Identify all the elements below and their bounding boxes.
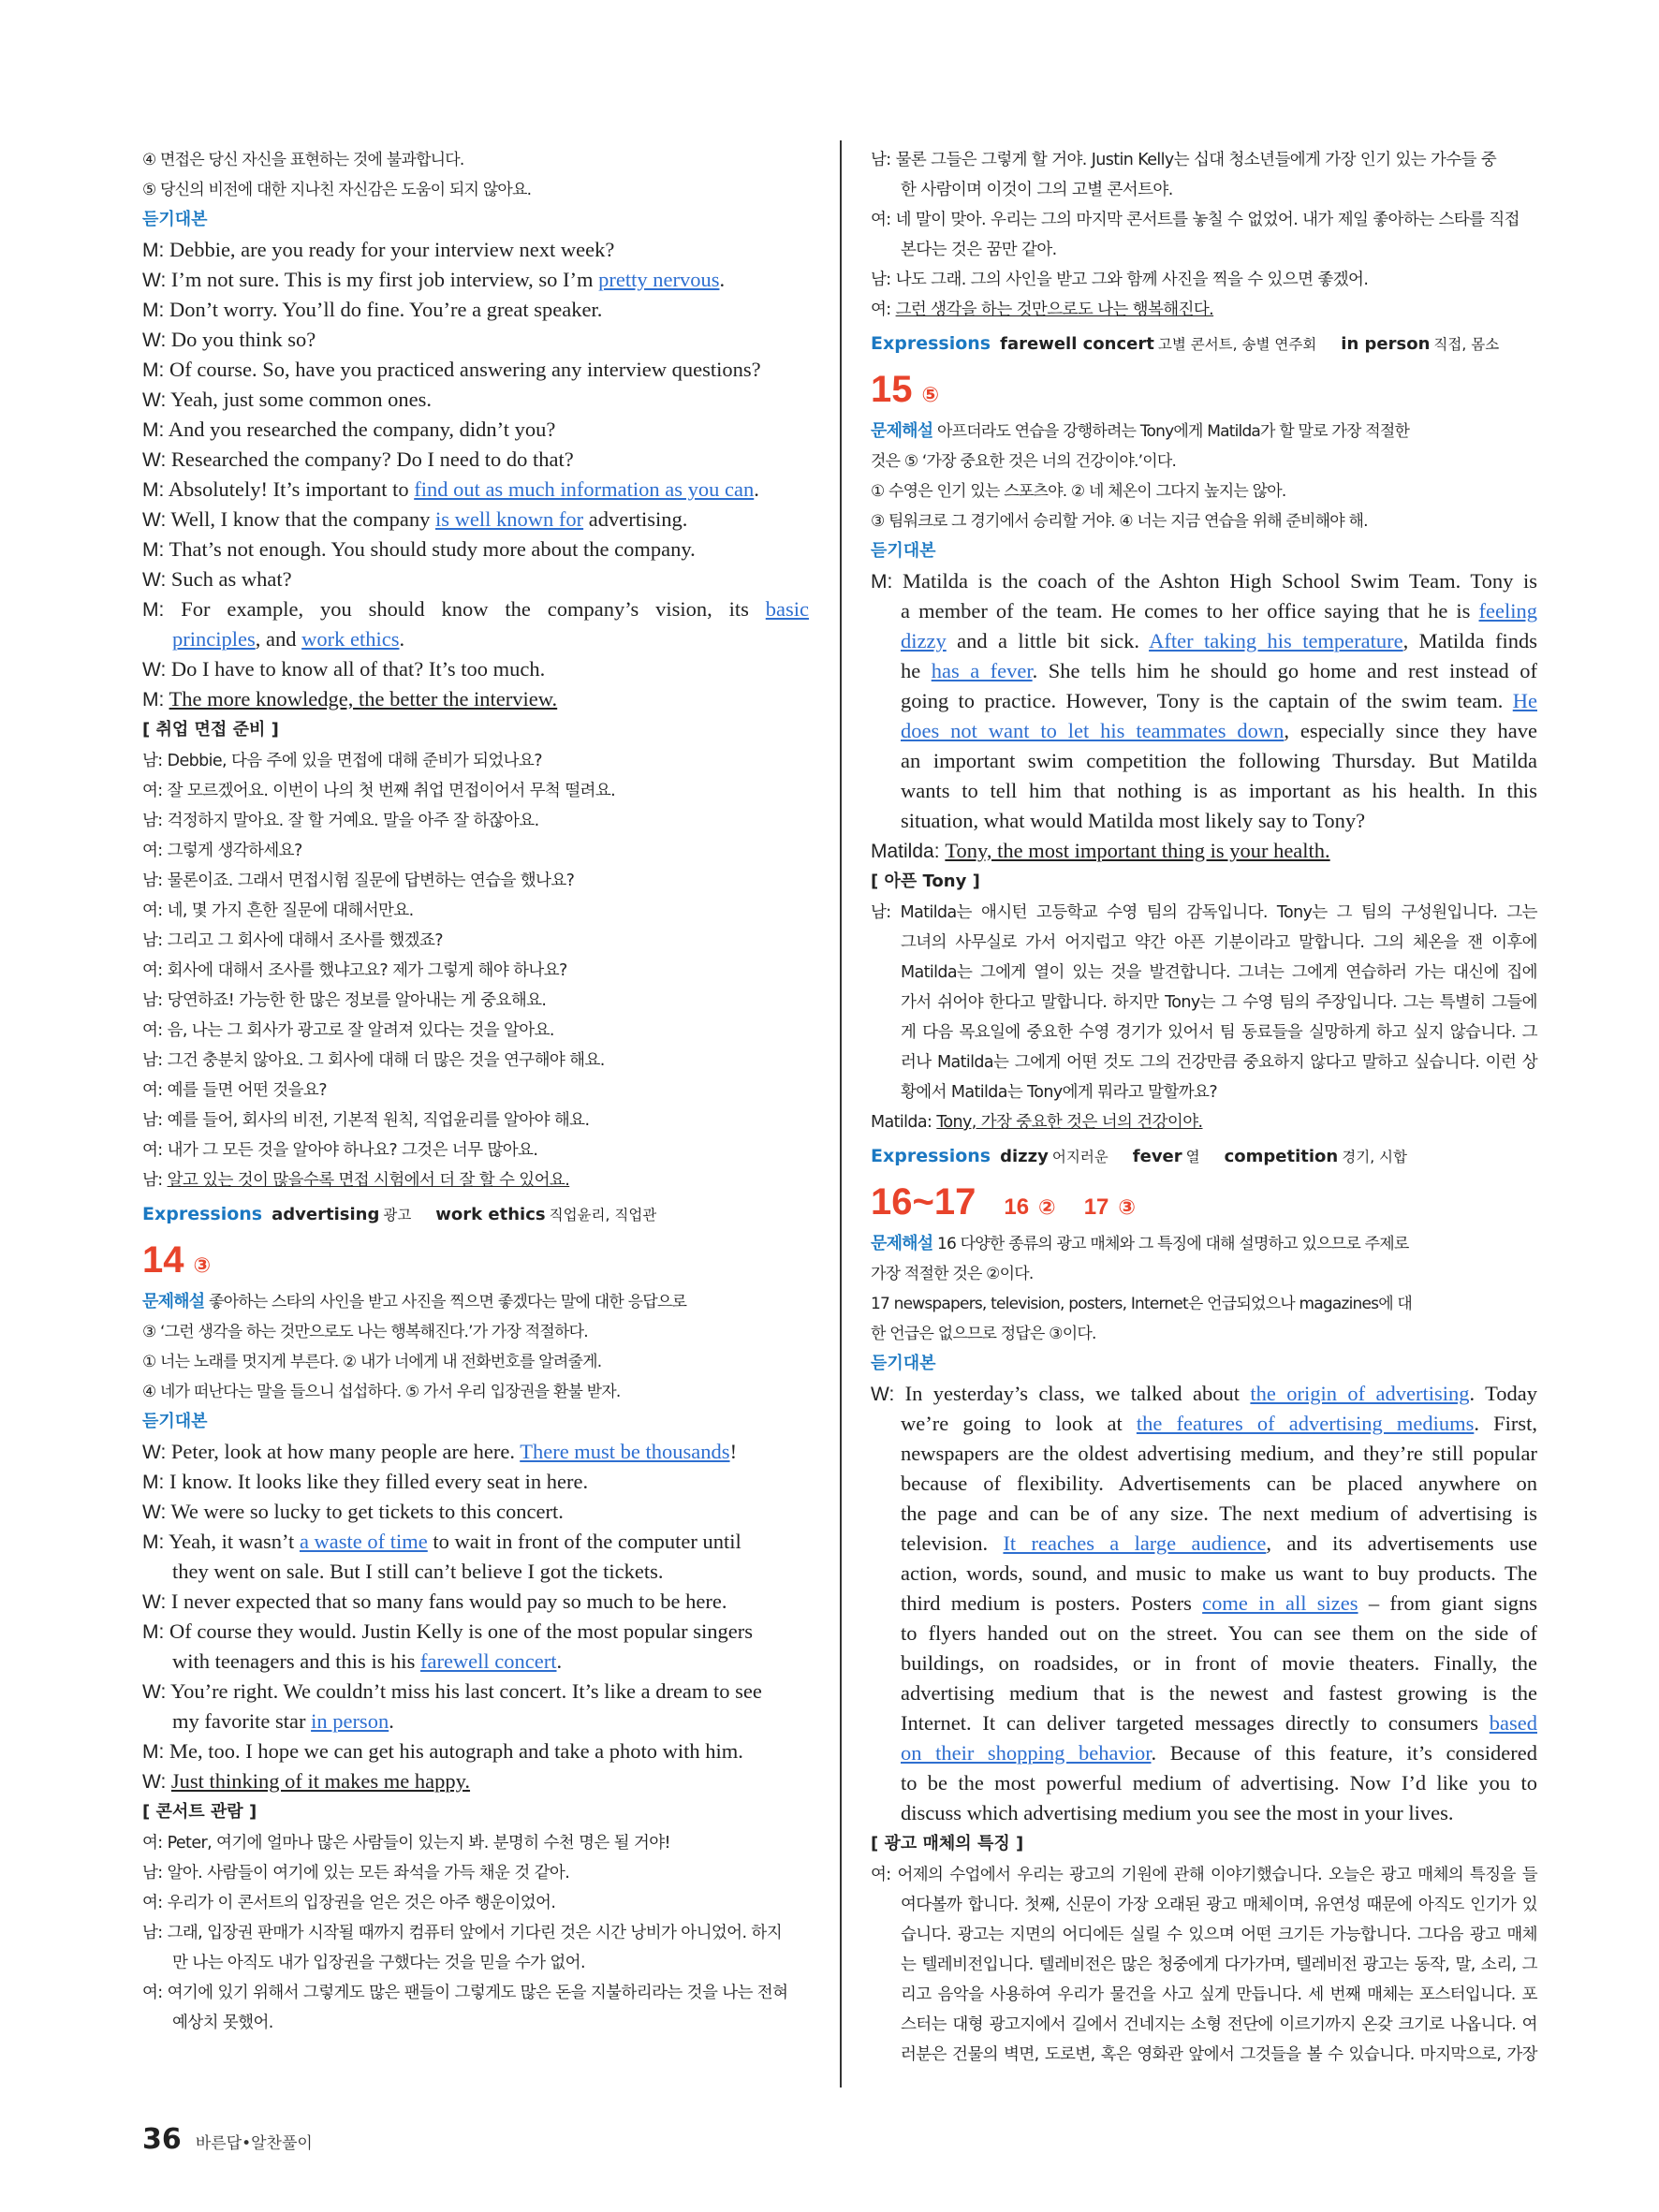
page-footer xyxy=(142,2123,313,2156)
solution-line: ③ ‘그런 생각을 하는 것만으로도 나는 행복해진다.’가 가장 적절하다. xyxy=(142,1323,588,1341)
blank-phrase: He xyxy=(1512,689,1537,712)
expressions-label: Expressions xyxy=(142,1204,263,1224)
speaker: W: xyxy=(142,389,167,411)
script-line: third medium is posters. Posters come in all sizes – from giant signs xyxy=(901,1591,1537,1615)
question-15-header xyxy=(871,362,1537,417)
question-number: 16~17 xyxy=(871,1181,976,1223)
option-4: ④ 면접은 당신 자신을 표현하는 것에 불과합니다. xyxy=(142,151,464,169)
translation-line: 여: 잘 모르겠어요. 이번이 나의 첫 번째 취업 면접이어서 무척 떨려요. xyxy=(142,782,616,800)
translation-line: 리고 음악을 사용하여 우리가 물건을 사고 싶게 만듭니다. 세 번째 매체는 포스터입니다. 포 xyxy=(901,1985,1537,2004)
translation-line: 여: 그렇게 생각하세요? xyxy=(142,842,302,860)
answer-sentence: 알고 있는 것이 많을수록 면접 시험에서 더 잘 할 수 있어요. xyxy=(167,1171,570,1190)
script-label: 듣기대본 xyxy=(871,541,936,561)
script-line: dizzy and a little bit sick. After taking his temperature, Matilda finds xyxy=(901,629,1538,652)
blank-phrase: the features of advertising mediums xyxy=(1136,1412,1475,1435)
dialogue-line: W: I never expected that so many fans would pay so much to be here. xyxy=(142,1589,727,1613)
answer-sentence: The more knowledge, the better the interview. xyxy=(169,687,558,710)
translation-line: 여: Peter, 여기에 얼마나 많은 사람들이 있는지 봐. 분명히 수천 명은 될 거야! xyxy=(142,1834,670,1853)
blank-phrase: pretty nervous xyxy=(598,268,720,291)
translation-line: 러분은 건물의 벽면, 도로변, 혹은 영화관 앞에서 그것들을 볼 수 있습니다. 마지막으로, 가장 xyxy=(901,2045,1537,2064)
translation-line: 는 텔레비전입니다. 텔레비전은 많은 청중에게 다가가며, 텔레비전 광고는 동작, 말, 소리, 그 xyxy=(901,1956,1537,1974)
translation-line: 여: 여기에 있기 위해서 그렇게도 많은 팬들이 그렇게도 많은 돈을 지불하리라는 것을 나는 전혀 xyxy=(142,1984,788,2002)
blank-phrase: principles xyxy=(172,627,256,651)
translation-line: 남: Matilda는 애시턴 고등학교 수영 팀의 감독입니다. Tony는 그 팀의 구성원입니다. 그는 xyxy=(871,903,1537,922)
blank-phrase: dizzy xyxy=(901,629,947,652)
dialogue-line: they went on sale. But I still can’t believe I got the tickets. xyxy=(172,1560,664,1583)
question-number: 16 xyxy=(1004,1194,1030,1220)
blank-phrase: the origin of advertising xyxy=(1250,1382,1470,1405)
blank-phrase: farewell concert xyxy=(419,1649,557,1673)
translation-line: Matilda: Tony, 가장 중요한 것은 너의 건강이야. xyxy=(871,1113,1203,1132)
solution-line: ① 너는 노래를 멋지게 부른다. ② 내가 너에게 내 전화번호를 알려줄게. xyxy=(142,1353,602,1371)
blank-phrase: come in all sizes xyxy=(1202,1591,1358,1615)
translation-line: 여: 내가 그 모든 것을 알아야 하나요? 그것은 너무 많아요. xyxy=(142,1141,538,1160)
script-line: to flyers handed out on the street. You can see them on the side of xyxy=(901,1621,1537,1645)
translation-line: 러나 Matilda는 그에게 어떤 것도 그의 건강만큼 중요하지 않다고 말하고 싶습니다. 이런 상 xyxy=(901,1053,1537,1072)
right-column xyxy=(871,145,1537,2070)
script-line: buildings, on roadsides, or in front of movie theaters. Finally, the xyxy=(901,1651,1537,1675)
question-16-17-header xyxy=(871,1175,1537,1229)
dialogue-line: M: Of course. So, have you practiced answering any interview questions? xyxy=(142,358,761,381)
dialogue-line: M: Don’t worry. You’ll do fine. You’re a great speaker. xyxy=(142,298,603,321)
translation-line: 그녀의 사무실로 가서 어지럽고 약간 아픈 기분이라고 말합니다. 그의 체온을 잰 이후에 xyxy=(901,933,1537,952)
dialogue-line: my favorite star in person. xyxy=(172,1709,394,1733)
dialogue-line: M: For example, you should know the company’s vision, its basic xyxy=(142,597,809,621)
speaker: M: xyxy=(142,359,165,381)
dialogue-line: M: Of course they would. Justin Kelly is one of the most popular singers xyxy=(142,1619,753,1643)
answer-mark: ⑤ xyxy=(921,383,940,406)
solution-line: 것은 ⑤ ‘가장 중요한 것은 너의 건강이야.’이다. xyxy=(871,452,1177,471)
translation-line: 남: 당연하죠! 가능한 한 많은 정보를 알아내는 게 중요해요. xyxy=(142,991,547,1010)
script-label: 듣기대본 xyxy=(142,210,208,229)
speaker: W: xyxy=(142,569,167,591)
script-label: 듣기대본 xyxy=(871,1354,936,1373)
question-14-header xyxy=(142,1233,809,1287)
left-column xyxy=(142,145,809,2038)
dialogue-line xyxy=(142,684,809,714)
dialogue-line: W: We were so lucky to get tickets to this concert. xyxy=(142,1500,564,1523)
speaker: M: xyxy=(142,419,165,441)
script-line: wants to tell him that nothing is as important as his health. In this xyxy=(901,779,1537,802)
solution-line: 가장 적절한 것은 ②이다. xyxy=(871,1265,1034,1283)
script-line: going to practice. However, Tony is the captain of the swim team. He xyxy=(901,689,1537,712)
answer-sentence: 그런 생각을 하는 것만으로도 나는 행복해진다. xyxy=(895,300,1214,319)
translation-title: [ 광고 매체의 특징 ] xyxy=(871,1834,1024,1853)
script-line: the page and can be of any size. The next medium of advertising is xyxy=(901,1502,1537,1525)
blank-phrase: based xyxy=(1489,1711,1537,1735)
translation-line: 남: 물론 그들은 그렇게 할 거야. Justin Kelly는 십대 청소년들에게 가장 인기 있는 가수들 중 xyxy=(871,151,1497,169)
script-line: M: Matilda is the coach of the Ashton High School Swim Team. Tony is xyxy=(871,569,1537,593)
translation-line: 남: 물론이죠. 그래서 면접시험 질문에 답변하는 연습을 했나요? xyxy=(142,872,575,890)
translation-line: Matilda는 그에게 열이 있는 것을 발견합니다. 그녀는 그에게 연습하러 가는 대신에 집에 xyxy=(901,963,1537,982)
speaker: W: xyxy=(142,270,167,291)
solution-line: 한 언급은 없으므로 정답은 ③이다. xyxy=(871,1325,1096,1343)
answer-sentence: Tony, 가장 중요한 것은 너의 건강이야. xyxy=(936,1113,1203,1132)
dialogue-line: M: That’s not enough. You should study more about the company. xyxy=(142,537,696,561)
speaker: M: xyxy=(142,300,165,321)
translation-line: 본다는 것은 꿈만 같아. xyxy=(901,241,1057,259)
dialogue-line: W: Peter, look at how many people are here. There must be thousands! xyxy=(142,1440,738,1463)
script-line: an important swim competition the following Thursday. But Matilda xyxy=(901,749,1537,772)
dialogue-line: W: Such as what? xyxy=(142,567,292,591)
script-line: discuss which advertising medium you see the most in your lives. xyxy=(901,1801,1454,1824)
solution-label: 문제해설 xyxy=(142,1292,205,1311)
translation-line: 황에서 Matilda는 Tony에게 뭐라고 말할까요? xyxy=(901,1083,1218,1102)
answer-sentence: Just thinking of it makes me happy. xyxy=(170,1769,471,1793)
translation-line: 남: 걱정하지 말아요. 잘 할 거예요. 말을 아주 잘 하잖아요. xyxy=(142,812,539,830)
script-line: advertising medium that is the newest and fastest growing is the xyxy=(901,1681,1537,1705)
script-line: because of flexibility. Advertisements can be placed anywhere on xyxy=(901,1472,1537,1495)
blank-phrase: basic xyxy=(765,597,809,621)
blank-phrase: After taking his temperature xyxy=(1149,629,1403,652)
blank-phrase: has a fever xyxy=(931,659,1033,682)
translation-line: 여: 그런 생각을 하는 것만으로도 나는 행복해진다. xyxy=(871,300,1214,319)
script-line: Internet. It can deliver targeted messages directly to consumers based xyxy=(901,1711,1537,1735)
script-line: to be the most powerful medium of advertising. Now I’d like you to xyxy=(901,1771,1537,1795)
translation-line: 스터는 대형 광고지에서 길에서 건네지는 소형 전단에 이르기까지 온갖 크기로 나옵니다. 여 xyxy=(901,2015,1537,2034)
blank-phrase: on their shopping behavior xyxy=(901,1741,1152,1765)
script-line: on their shopping behavior. Because of this feature, it’s considered xyxy=(901,1741,1537,1765)
translation-line: 남: Debbie, 다음 주에 있을 면접에 대해 준비가 되었나요? xyxy=(142,752,542,770)
script-line: does not want to let his teammates down, especially since they have xyxy=(901,719,1538,742)
speaker: W: xyxy=(142,509,167,531)
expressions-label: Expressions xyxy=(871,1146,991,1166)
column-divider xyxy=(840,140,842,2087)
script-line: television. It reaches a large audience, and its advertisements use xyxy=(901,1531,1538,1555)
translation-line: 여: 우리가 이 콘서트의 입장권을 얻은 것은 아주 행운이었어. xyxy=(142,1894,556,1912)
blank-phrase: is well known for xyxy=(435,507,584,531)
translation-line: 여: 예를 들면 어떤 것을요? xyxy=(142,1081,327,1100)
translation-line: 예상치 못했어. xyxy=(172,2014,273,2032)
dialogue-line: W: Yeah, just some common ones. xyxy=(142,388,433,411)
dialogue-line: M: Absolutely! It’s important to find out as much information as you can. xyxy=(142,477,759,501)
dialogue-line: M: I know. It looks like they filled every seat in here. xyxy=(142,1470,589,1493)
solution-line: 17 newspapers, television, posters, Internet은 언급되었으나 magazines에 대 xyxy=(871,1295,1413,1313)
speaker: M: xyxy=(142,539,165,561)
page-number: 36 xyxy=(142,2123,182,2156)
answer-mark: ② xyxy=(1038,1195,1056,1219)
blank-phrase: feeling xyxy=(1478,599,1537,623)
answer-mark: ③ xyxy=(1118,1195,1137,1219)
translation-line: 만 나는 아직도 내가 입장권을 구했다는 것을 믿을 수가 없어. xyxy=(172,1954,585,1972)
speaker: M: xyxy=(142,240,165,261)
script-line: a member of the team. He comes to her office saying that he is feeling xyxy=(901,599,1537,623)
solution-line: 문제해설 좋아하는 스타의 사인을 받고 사진을 찍으면 좋겠다는 말에 대한 응답으로 xyxy=(142,1292,687,1311)
translation-line: 여: 네, 몇 가지 흔한 질문에 대해서만요. xyxy=(142,901,414,920)
book-title: 바른답•알찬풀이 xyxy=(195,2134,313,2153)
speaker: M: xyxy=(142,479,165,501)
expressions: Expressions advertising 광고 work ethics 직업윤리, 직업관 xyxy=(142,1204,657,1224)
script-line: action, words, sound, and music to make us want to buy products. The xyxy=(901,1561,1537,1585)
solution-line: ④ 네가 떠난다는 말을 들으니 섭섭하다. ⑤ 가서 우리 입장권을 환불 받자. xyxy=(142,1383,621,1401)
dialogue-line: M: Debbie, are you ready for your interview next week? xyxy=(142,238,615,261)
blank-phrase: work ethics xyxy=(301,627,400,651)
answer-mark: ③ xyxy=(193,1253,212,1277)
blank-phrase: It reaches a large audience xyxy=(1003,1531,1267,1555)
dialogue-line: principles, and work ethics. xyxy=(172,627,405,651)
dialogue-line: with teenagers and this is his farewell concert. xyxy=(172,1649,563,1673)
blank-phrase: does not want to let his teammates down xyxy=(901,719,1285,742)
question-number: 14 xyxy=(142,1239,184,1281)
blank-phrase: a waste of time xyxy=(299,1530,428,1553)
dialogue-line: M: And you researched the company, didn’t you? xyxy=(142,417,556,441)
translation-line: 게 다음 목요일에 중요한 수영 경기가 있어서 팀 동료들을 실망하게 하고 싶지 않습니다. 그 xyxy=(901,1023,1537,1042)
speaker: M: xyxy=(142,599,165,621)
translation-line: 여: 어제의 수업에서 우리는 광고의 기원에 관해 이야기했습니다. 오늘은 광고 매체의 특징을 들 xyxy=(871,1866,1537,1884)
translation-line: 남: 나도 그래. 그의 사인을 받고 그와 함께 사진을 찍을 수 있으면 좋겠어. xyxy=(871,271,1369,289)
solution-label: 문제해설 xyxy=(871,1234,933,1253)
solution-line: 문제해설 아프더라도 연습을 강행하려는 Tony에게 Matilda가 할 말로 가장 적절한 xyxy=(871,421,1410,441)
solution-label: 문제해설 xyxy=(871,421,933,441)
script-line: Matilda: Tony, the most important thing is your health. xyxy=(871,839,1330,862)
dialogue-line: W: Do I have to know all of that? It’s too much. xyxy=(142,657,546,681)
script-line: W: In yesterday’s class, we talked about the origin of advertising. Today xyxy=(871,1382,1538,1405)
expressions: Expressions dizzy 어지러운 fever 열 competition 경기, 시합 xyxy=(871,1146,1407,1166)
translation-line: 남: 그리고 그 회사에 대해서 조사를 했겠죠? xyxy=(142,931,443,950)
translation-line: 한 사람이며 이것이 그의 고별 콘서트야. xyxy=(901,181,1173,199)
script-label: 듣기대본 xyxy=(142,1412,208,1431)
solution-line: ① 수영은 인기 있는 스포츠야. ② 네 체온이 그다지 높지는 않아. xyxy=(871,482,1286,501)
speaker: W: xyxy=(142,449,167,471)
dialogue-line: W: You’re right. We couldn’t miss his last concert. It’s like a dream to see xyxy=(142,1679,762,1703)
dialogue-line: M: Me, too. I hope we can get his autograph and take a photo with him. xyxy=(142,1739,743,1763)
script-line: situation, what would Matilda most likely say to Tony? xyxy=(901,809,1366,832)
dialogue-line: W: Just thinking of it makes me happy. xyxy=(142,1769,471,1793)
script-line: we’re going to look at the features of advertising mediums. First, xyxy=(901,1412,1538,1435)
translation-title: [ 콘서트 관람 ] xyxy=(142,1802,257,1822)
question-number: 17 xyxy=(1083,1194,1109,1220)
translation-title: [ 취업 면접 준비 ] xyxy=(142,720,279,740)
translation-line: 습니다. 광고는 지면의 어디에든 실릴 수 있으며 어떤 크기든 가능합니다. 그다음 광고 매체 xyxy=(901,1926,1537,1944)
translation-line: 여다볼까 합니다. 첫째, 신문이 가장 오래된 광고 매체이며, 유연성 때문에 아직도 인기가 있 xyxy=(901,1896,1537,1914)
blank-phrase: in person xyxy=(311,1709,389,1733)
answer-sentence: Tony, the most important thing is your health. xyxy=(945,839,1330,862)
translation-title: [ 아픈 Tony ] xyxy=(871,872,980,891)
option-5: ⑤ 당신의 비전에 대한 지나친 자신감은 도움이 되지 않아요. xyxy=(142,181,532,199)
translation-line: 남: 알고 있는 것이 많을수록 면접 시험에서 더 잘 할 수 있어요. xyxy=(142,1171,570,1190)
blank-phrase: find out as much information as you can xyxy=(414,477,755,501)
translation-line: 남: 그건 충분치 않아요. 그 회사에 대해 더 많은 것을 연구해야 해요. xyxy=(142,1051,605,1070)
script-line: newspapers are the oldest advertising medium, and they’re still popular xyxy=(901,1442,1537,1465)
dialogue-line: W: Well, I know that the company is well known for advertising. xyxy=(142,507,688,531)
translation-line: 여: 음, 나는 그 회사가 광고로 잘 알려져 있다는 것을 알아요. xyxy=(142,1021,554,1040)
translation-line: 남: 그래, 입장권 판매가 시작될 때까지 컴퓨터 앞에서 기다린 것은 시간 낭비가 아니었어. 하지 xyxy=(142,1924,783,1942)
speaker: W: xyxy=(142,330,167,351)
expressions-label: Expressions xyxy=(871,333,991,354)
translation-line: 여: 회사에 대해서 조사를 했냐고요? 제가 그렇게 해야 하나요? xyxy=(142,961,567,980)
dialogue-line: W: Do you think so? xyxy=(142,328,316,351)
translation-line: 남: 알아. 사람들이 여기에 있는 모든 좌석을 가득 채운 것 같아. xyxy=(142,1864,570,1882)
dialogue-line: W: Researched the company? Do I need to do that? xyxy=(142,447,574,471)
script-line: he has a fever. She tells him he should go home and rest instead of xyxy=(901,659,1537,682)
solution-line: ③ 팀워크로 그 경기에서 승리할 거야. ④ 너는 지금 연습을 위해 준비해야 해. xyxy=(871,512,1368,531)
question-number: 15 xyxy=(871,369,913,410)
blank-phrase: There must be thousands xyxy=(520,1440,730,1463)
speaker: M: xyxy=(142,689,165,710)
expressions: Expressions farewell concert 고별 콘서트, 송별 연주회 in person 직접, 몸소 xyxy=(871,333,1500,354)
translation-line: 남: 예를 들어, 회사의 비전, 기본적 원칙, 직업윤리를 알아야 해요. xyxy=(142,1111,590,1130)
translation-line: 여: 네 말이 맞아. 우리는 그의 마지막 콘서트를 놓칠 수 없었어. 내가 제일 좋아하는 스타를 직접 xyxy=(871,211,1520,229)
dialogue-line: M: Yeah, it wasn’t a waste of time to wait in front of the computer until xyxy=(142,1530,741,1553)
translation-line: 가서 쉬어야 한다고 말합니다. 하지만 Tony는 그 수영 팀의 주장입니다. 그는 특별히 그들에 xyxy=(901,993,1537,1012)
dialogue-line: W: I’m not sure. This is my first job interview, so I’m pretty nervous. xyxy=(142,268,726,291)
speaker: W: xyxy=(142,659,167,681)
solution-line: 문제해설 16 다양한 종류의 광고 매체와 그 특징에 대해 설명하고 있으므로 주제로 xyxy=(871,1234,1409,1253)
